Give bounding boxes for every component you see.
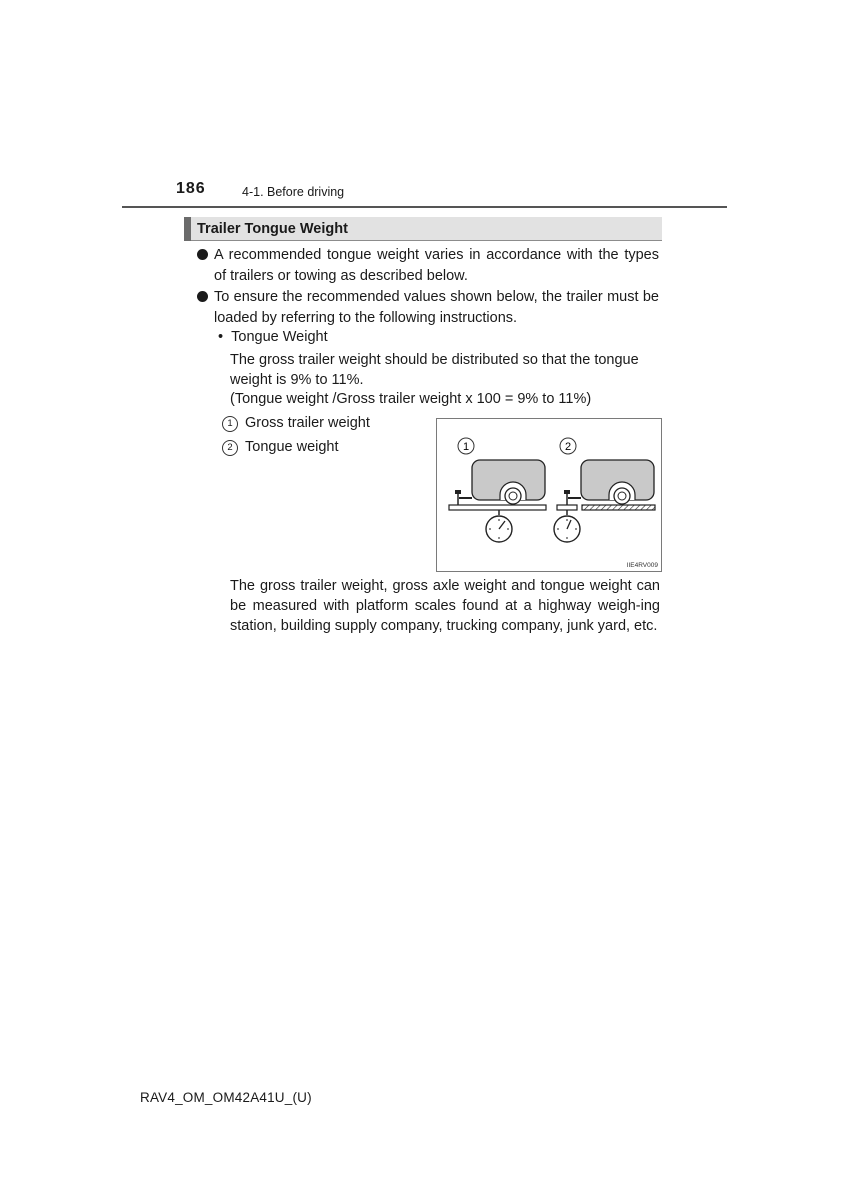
bullet-text: To ensure the recommended values shown below, the trailer must be loaded by referring to the following instructions. (214, 289, 659, 326)
circled-number-icon: 1 (222, 416, 238, 432)
formula-text: (Tongue weight /Gross trailer weight x 100 = 9% to 11%) (230, 391, 592, 407)
legend-label: Tongue weight (245, 439, 339, 455)
tongue-weight-paragraph: The gross trailer weight should be distributed so that the tongue weight is 9% to 11%. (230, 352, 639, 388)
page-number: 186 (176, 180, 206, 197)
bullet-item (197, 245, 659, 286)
legend-item (222, 413, 370, 433)
callout-2 (560, 438, 576, 454)
tongue-on-scale (554, 460, 655, 542)
sub-bullet (218, 327, 328, 347)
title-accent (184, 217, 191, 241)
trailer-weight-figure (436, 418, 662, 572)
trailer-illustration (437, 419, 663, 573)
circled-number-icon: 2 (222, 440, 238, 456)
bullet-text: A recommended tongue weight varies in accordance with the types of trailers or towing as described below. (214, 247, 659, 284)
header-rule (122, 206, 727, 208)
section-label: 4-1. Before driving (242, 185, 345, 199)
section-title: Trailer Tongue Weight (197, 221, 348, 237)
trailer-on-scale (449, 460, 546, 542)
callout-1 (458, 438, 474, 454)
bullet-dot-icon (197, 249, 208, 260)
callout-label: 2 (564, 441, 572, 453)
closing-paragraph: The gross trailer weight, gross axle weight and tongue weight can be measured with platform scales found at a highway weigh-ing station, building supply company, trucking company, junk yard, etc. (230, 578, 660, 634)
bullet-item (197, 287, 659, 328)
section-title-bar (184, 217, 662, 241)
legend-item (222, 437, 339, 457)
sub-bullet-mark: • (218, 329, 232, 345)
footer-code: RAV4_OM_OM42A41U_(U) (140, 1090, 312, 1105)
legend-label: Gross trailer weight (245, 415, 370, 431)
bullet-dot-icon (197, 291, 208, 302)
sub-bullet-label: Tongue Weight (231, 329, 328, 345)
callout-label: 1 (462, 441, 470, 453)
figure-code: IIE4RV009 (626, 562, 658, 569)
